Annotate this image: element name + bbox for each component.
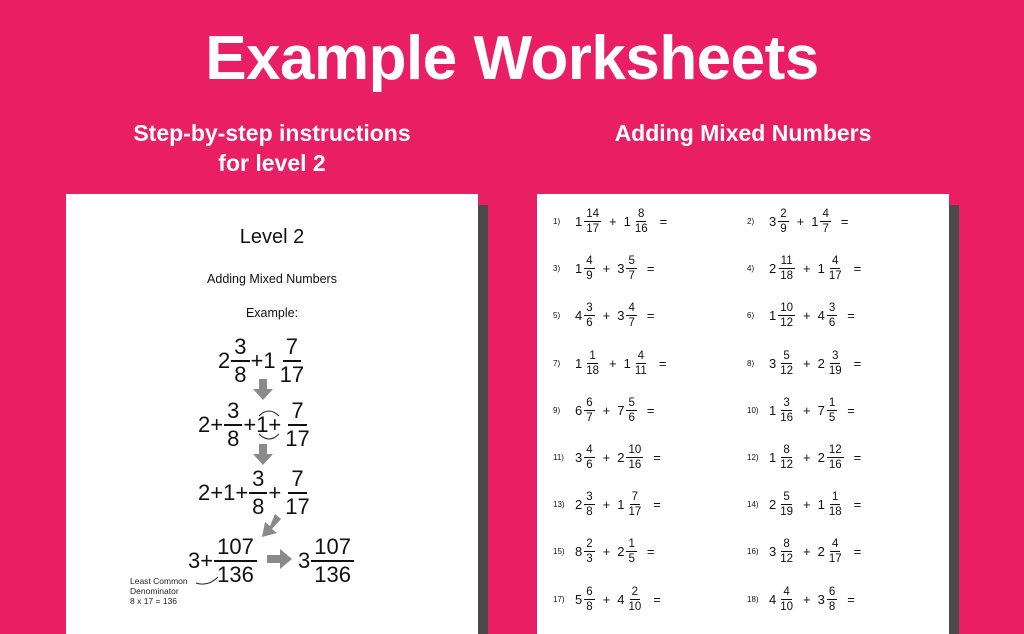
whole-number: 1 bbox=[769, 402, 777, 418]
numerator: 3 bbox=[231, 336, 249, 362]
denominator: 7 bbox=[822, 223, 829, 235]
worksheet-topic: Adding Mixed Numbers bbox=[207, 272, 337, 286]
equals-sign: = bbox=[646, 261, 655, 277]
problem-item bbox=[747, 444, 861, 471]
denominator: 17 bbox=[285, 426, 310, 451]
whole-number: 1 bbox=[817, 497, 825, 513]
equals-sign: = bbox=[658, 355, 667, 371]
fraction bbox=[827, 491, 844, 518]
denominator: 8 bbox=[227, 426, 240, 451]
denominator: 16 bbox=[628, 459, 642, 471]
denominator: 10 bbox=[780, 600, 794, 613]
whole-number: 1 bbox=[769, 450, 777, 465]
problem-item bbox=[747, 538, 861, 565]
whole-number: 3 bbox=[769, 544, 777, 560]
whole-number: 2 bbox=[617, 544, 625, 560]
problem-number: 15) bbox=[553, 547, 565, 557]
problem-number: 6) bbox=[747, 311, 755, 321]
whole-number: 3 bbox=[769, 214, 777, 229]
fraction bbox=[626, 444, 643, 471]
plus-sign: + bbox=[803, 591, 811, 607]
numerator: 5 bbox=[628, 255, 635, 268]
denominator: 7 bbox=[628, 270, 635, 283]
equals-sign: = bbox=[659, 214, 668, 229]
problem-number: 7) bbox=[553, 358, 561, 368]
lcd-note-line3: 8 x 17 = 136 bbox=[130, 596, 178, 606]
numerator: 5 bbox=[783, 349, 790, 362]
denominator: 9 bbox=[780, 223, 787, 235]
numerator: 4 bbox=[822, 208, 829, 220]
equals-sign: = bbox=[653, 591, 661, 607]
fraction bbox=[778, 397, 795, 424]
fraction bbox=[626, 491, 643, 518]
problem-item bbox=[553, 586, 661, 613]
numerator: 10 bbox=[628, 444, 642, 456]
plus-sign: + bbox=[803, 355, 811, 371]
equals-sign: = bbox=[646, 308, 655, 324]
fraction bbox=[626, 302, 636, 329]
whole-number: 3 bbox=[817, 591, 825, 607]
operator: + bbox=[268, 480, 282, 505]
fraction bbox=[827, 255, 844, 282]
whole-number: 7 bbox=[817, 402, 825, 418]
equals-sign: = bbox=[853, 355, 862, 371]
whole-number: 2 bbox=[218, 348, 231, 373]
denominator: 7 bbox=[586, 411, 593, 424]
fraction bbox=[633, 350, 649, 377]
denominator: 5 bbox=[828, 411, 836, 424]
fraction bbox=[778, 255, 795, 282]
whole-number: 3 bbox=[617, 308, 625, 324]
whole-number: 2 bbox=[769, 261, 777, 277]
problem-number: 16) bbox=[747, 547, 759, 557]
whole-number: 2 bbox=[817, 450, 825, 465]
fraction bbox=[827, 350, 844, 377]
whole-number: 5 bbox=[575, 591, 583, 607]
equals-sign: = bbox=[840, 214, 849, 229]
denominator: 16 bbox=[828, 459, 842, 471]
numerator: 11 bbox=[780, 255, 793, 268]
fraction bbox=[827, 302, 837, 329]
whole-number: 1 bbox=[817, 261, 825, 277]
whole-number: 1 bbox=[623, 355, 631, 371]
fraction bbox=[584, 444, 594, 471]
lcd-note bbox=[130, 576, 188, 606]
whole-number: 3 bbox=[617, 261, 625, 277]
whole-number: 1 bbox=[617, 497, 625, 513]
problem-item bbox=[553, 491, 661, 518]
denominator: 19 bbox=[780, 506, 794, 519]
problem-number: 8) bbox=[747, 358, 755, 368]
denominator: 17 bbox=[828, 270, 842, 283]
problem-number: 4) bbox=[747, 264, 755, 274]
denominator: 11 bbox=[634, 364, 647, 377]
problem-item bbox=[747, 255, 861, 282]
whole-number: 1 bbox=[623, 214, 631, 229]
denominator: 17 bbox=[628, 506, 642, 519]
numerator: 6 bbox=[828, 585, 836, 598]
problem-item bbox=[553, 255, 654, 282]
whole-number: 1 bbox=[575, 355, 583, 371]
denominator: 10 bbox=[628, 600, 642, 613]
equals-sign: = bbox=[853, 544, 862, 560]
denominator: 18 bbox=[780, 270, 794, 283]
problem-number: 14) bbox=[747, 500, 759, 510]
denominator: 8 bbox=[586, 506, 593, 519]
denominator: 6 bbox=[586, 317, 593, 330]
problem-number: 3) bbox=[553, 264, 561, 274]
problem-number: 13) bbox=[553, 500, 565, 510]
denominator: 16 bbox=[780, 411, 794, 424]
left-worksheet bbox=[66, 194, 478, 634]
numerator: 3 bbox=[783, 396, 790, 409]
denominator: 8 bbox=[586, 600, 593, 613]
numerator: 1 bbox=[828, 396, 836, 409]
numerator: 5 bbox=[783, 491, 790, 504]
denominator: 7 bbox=[628, 317, 635, 330]
numerator: 3 bbox=[832, 349, 839, 362]
denominator: 17 bbox=[586, 223, 600, 235]
problem-number: 12) bbox=[747, 453, 759, 462]
plus-sign: + bbox=[803, 450, 811, 465]
numerator: 4 bbox=[832, 538, 839, 551]
whole-number: 2 bbox=[769, 497, 777, 513]
denominator: 12 bbox=[780, 553, 794, 566]
numerator: 1 bbox=[628, 538, 635, 551]
whole-number: 3 bbox=[575, 450, 583, 465]
denominator: 16 bbox=[634, 223, 648, 235]
whole-number: 4 bbox=[817, 308, 825, 324]
arrows-overlay bbox=[66, 194, 478, 634]
problem-number: 1) bbox=[553, 217, 561, 226]
fraction bbox=[584, 586, 594, 613]
problem-item bbox=[553, 302, 654, 329]
level-title: Level 2 bbox=[239, 226, 305, 248]
denominator: 9 bbox=[586, 270, 593, 283]
numerator: 2 bbox=[586, 538, 593, 551]
numerator: 8 bbox=[783, 444, 790, 456]
equals-sign: = bbox=[646, 544, 655, 560]
numerator: 10 bbox=[780, 302, 794, 315]
fraction bbox=[584, 397, 594, 424]
plus-sign: + bbox=[803, 261, 811, 277]
plus-sign: + bbox=[803, 544, 811, 560]
plus-sign: + bbox=[602, 544, 611, 560]
denominator: 12 bbox=[780, 364, 794, 377]
numerator: 2 bbox=[631, 585, 639, 598]
whole-number: 2+1+ bbox=[198, 480, 249, 505]
problem-item bbox=[747, 302, 855, 329]
plus-sign: + bbox=[803, 497, 811, 513]
problem-item bbox=[553, 208, 667, 235]
fraction bbox=[584, 255, 594, 282]
equals-sign: = bbox=[653, 497, 661, 513]
numerator: 4 bbox=[586, 255, 593, 268]
problem-item bbox=[747, 397, 855, 424]
page-title: Example Worksheets bbox=[205, 24, 819, 93]
numerator: 5 bbox=[628, 396, 635, 409]
numerator: 3 bbox=[586, 491, 593, 504]
fraction bbox=[626, 586, 643, 613]
plus-sign: + bbox=[803, 308, 811, 324]
whole-number: 2 bbox=[575, 497, 583, 513]
plus-sign: + bbox=[609, 355, 617, 371]
numerator: 4 bbox=[832, 255, 839, 268]
plus-sign: + bbox=[609, 214, 617, 229]
numerator: 2 bbox=[780, 208, 787, 220]
fraction bbox=[778, 350, 795, 377]
numerator: 7 bbox=[283, 336, 301, 362]
whole-number: 2+ bbox=[198, 412, 224, 437]
denominator: 8 bbox=[234, 362, 247, 387]
fraction bbox=[633, 208, 650, 235]
problem-item bbox=[747, 586, 855, 613]
fraction bbox=[626, 538, 636, 565]
plus-sign: + bbox=[602, 261, 611, 277]
denominator: 6 bbox=[628, 411, 635, 424]
denominator: 6 bbox=[586, 459, 593, 471]
equals-sign: = bbox=[853, 450, 862, 465]
denominator: 17 bbox=[279, 362, 305, 387]
numerator: 4 bbox=[586, 444, 593, 456]
numerator: 7 bbox=[288, 400, 306, 426]
denominator: 18 bbox=[586, 364, 600, 377]
fraction bbox=[827, 586, 837, 613]
problem-number: 10) bbox=[747, 405, 759, 415]
numerator: 107 bbox=[214, 536, 257, 562]
denominator: 19 bbox=[828, 364, 842, 377]
numerator: 7 bbox=[288, 468, 306, 494]
whole-number: 4 bbox=[617, 591, 625, 607]
problem-number: 2) bbox=[747, 217, 755, 226]
fraction bbox=[626, 255, 636, 282]
equals-sign: = bbox=[853, 261, 862, 277]
fraction bbox=[778, 538, 795, 565]
whole-number: 1 bbox=[575, 261, 583, 277]
problem-item bbox=[553, 397, 654, 424]
whole-number: 1 bbox=[811, 214, 819, 229]
numerator: 4 bbox=[783, 585, 790, 598]
denominator: 5 bbox=[628, 553, 635, 566]
problem-number: 18) bbox=[747, 594, 759, 604]
numerator: 6 bbox=[586, 585, 593, 598]
denominator: 136 bbox=[314, 562, 351, 587]
problem-item bbox=[553, 350, 666, 377]
plus-sign: + bbox=[602, 402, 611, 418]
plus-sign: + bbox=[602, 591, 611, 607]
numerator: 12 bbox=[828, 444, 842, 456]
numerator: 107 bbox=[311, 536, 354, 562]
fraction bbox=[778, 586, 795, 613]
whole-number: 3+ bbox=[188, 548, 214, 573]
numerator: 6 bbox=[586, 396, 593, 409]
fraction bbox=[827, 538, 844, 565]
diagonal-arrow-icon bbox=[262, 514, 281, 537]
equals-sign: = bbox=[847, 591, 855, 607]
lcd-pointer-curve bbox=[196, 577, 218, 584]
plus-sign: + bbox=[803, 402, 811, 418]
denominator: 3 bbox=[586, 553, 593, 566]
denominator: 18 bbox=[828, 506, 842, 519]
whole-number: 3 bbox=[769, 355, 777, 371]
problem-item bbox=[553, 444, 661, 471]
right-worksheet bbox=[537, 194, 949, 634]
fraction bbox=[626, 397, 636, 424]
whole-number: 3 bbox=[298, 548, 311, 573]
plus-sign: + bbox=[602, 308, 611, 324]
whole-number: 4 bbox=[575, 308, 583, 324]
fraction bbox=[584, 491, 594, 518]
fraction bbox=[827, 397, 837, 424]
problem-item bbox=[747, 350, 861, 377]
denominator: 8 bbox=[252, 494, 265, 519]
left-subtitle bbox=[66, 118, 478, 178]
fraction bbox=[778, 302, 795, 329]
denominator: 17 bbox=[828, 553, 842, 566]
denominator: 12 bbox=[780, 459, 794, 471]
problem-item bbox=[553, 538, 654, 565]
numerator: 7 bbox=[631, 491, 639, 504]
operator: +1 bbox=[250, 348, 276, 373]
fraction bbox=[778, 491, 795, 518]
numerator: 3 bbox=[586, 302, 593, 315]
denominator: 136 bbox=[217, 562, 254, 587]
problem-number: 9) bbox=[553, 405, 561, 415]
lcd-note-line2: Denominator bbox=[130, 586, 179, 596]
plus-sign: + bbox=[796, 214, 805, 229]
denominator: 6 bbox=[828, 317, 836, 330]
problem-number: 5) bbox=[553, 311, 561, 321]
example-label: Example: bbox=[245, 306, 299, 320]
right-arrow-icon bbox=[267, 549, 292, 569]
problem-number: 17) bbox=[553, 594, 565, 604]
whole-number: 6 bbox=[575, 402, 583, 418]
fraction bbox=[584, 208, 601, 235]
whole-number: 1 bbox=[769, 308, 777, 324]
down-arrow-icon bbox=[253, 379, 273, 400]
problem-item bbox=[747, 208, 848, 235]
numerator: 8 bbox=[783, 538, 790, 551]
lcd-note-line1: Least Common bbox=[130, 576, 188, 586]
left-subtitle-line1: Step-by-step instructions bbox=[133, 120, 411, 146]
down-arrow-icon bbox=[253, 444, 273, 465]
numerator: 8 bbox=[638, 208, 645, 220]
right-subtitle: Adding Mixed Numbers bbox=[614, 120, 872, 146]
fraction bbox=[820, 208, 830, 235]
whole-number: 8 bbox=[575, 544, 583, 560]
swap-curve-bottom bbox=[259, 434, 279, 439]
equals-sign: = bbox=[847, 308, 855, 324]
numerator: 14 bbox=[586, 208, 600, 220]
plus-sign: + bbox=[602, 450, 611, 465]
fraction bbox=[584, 538, 594, 565]
equals-sign: = bbox=[653, 450, 661, 465]
equals-sign: = bbox=[847, 402, 855, 418]
denominator: 17 bbox=[285, 494, 310, 519]
whole-number: 4 bbox=[769, 591, 777, 607]
left-subtitle-line2: for level 2 bbox=[218, 150, 326, 176]
numerator: 4 bbox=[637, 349, 645, 362]
equals-sign: = bbox=[646, 402, 655, 418]
numerator: 3 bbox=[828, 302, 836, 315]
whole-number: 1 bbox=[575, 214, 583, 229]
swap-curve-top bbox=[259, 411, 279, 416]
whole-number: 2 bbox=[817, 544, 825, 560]
problem-item bbox=[747, 491, 861, 518]
numerator: 1 bbox=[832, 491, 839, 504]
fraction bbox=[778, 444, 795, 471]
plus-sign: + bbox=[602, 497, 611, 513]
fraction bbox=[584, 302, 594, 329]
fraction bbox=[584, 350, 601, 377]
whole-number: 2 bbox=[617, 450, 625, 465]
numerator: 3 bbox=[249, 468, 267, 494]
numerator: 4 bbox=[628, 302, 635, 315]
denominator: 8 bbox=[828, 600, 836, 613]
denominator: 12 bbox=[780, 317, 794, 330]
problem-number: 11) bbox=[553, 453, 564, 462]
whole-number: 7 bbox=[617, 402, 625, 418]
numerator: 3 bbox=[224, 400, 242, 426]
operator: +1+ bbox=[243, 412, 282, 437]
equals-sign: = bbox=[853, 497, 862, 513]
numerator: 1 bbox=[589, 349, 596, 362]
fraction bbox=[778, 208, 788, 235]
fraction bbox=[827, 444, 844, 471]
whole-number: 2 bbox=[817, 355, 825, 371]
